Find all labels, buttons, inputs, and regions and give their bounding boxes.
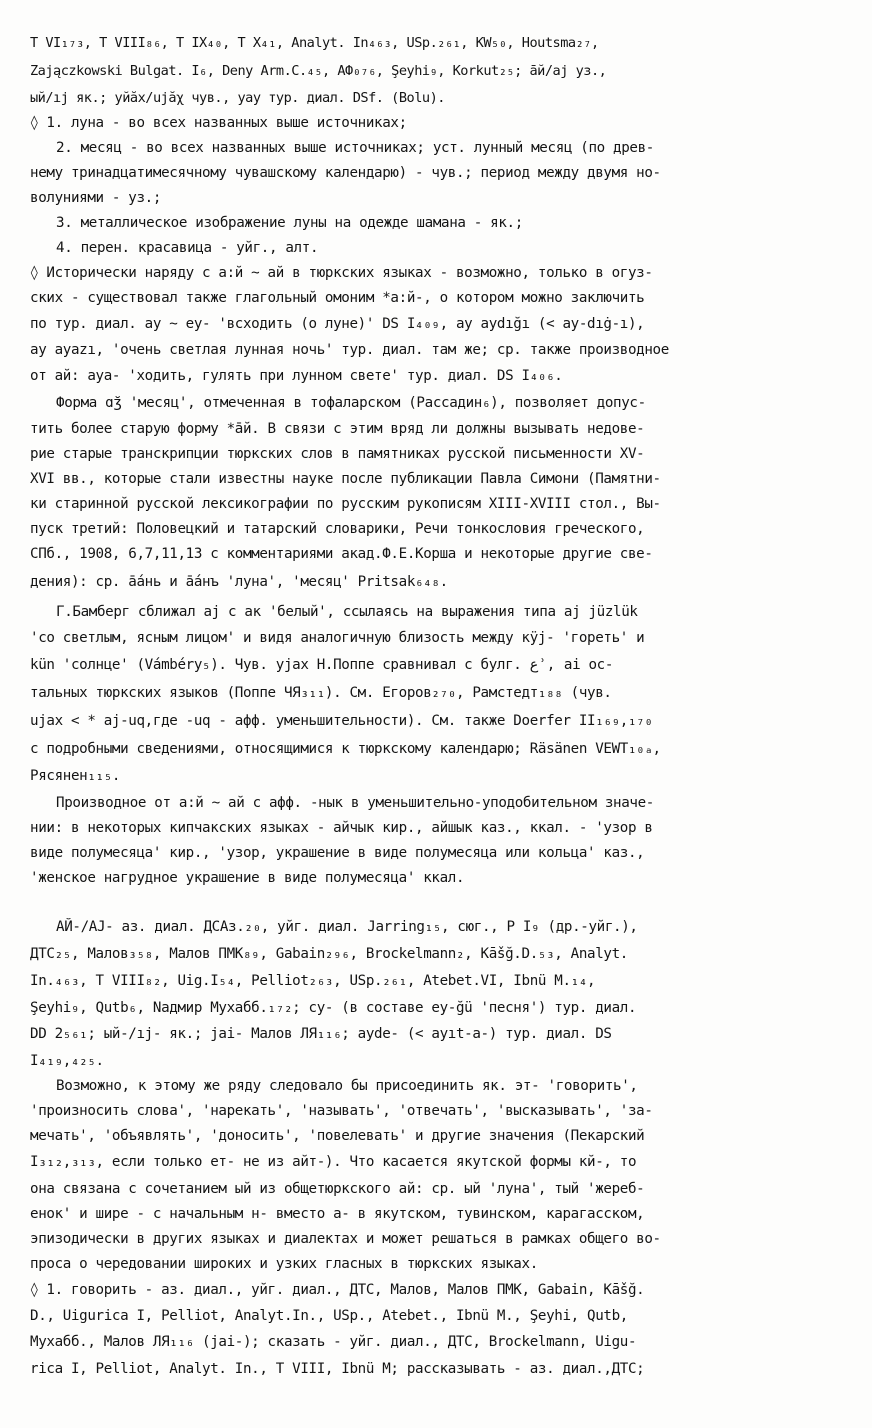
text-line: тальных тюркских языков (Поппе ЧЯ₃₁₁). См. Егоров₂₇₀, Рамстедт₁₈₈ (чув. [30,685,612,701]
text-line: I₃₁₂,₃₁₃, если только ет- не из айт-). Что касается якутской формы кй-, то [30,1154,637,1170]
text-line: ки старинной русской лексикографии по русским рукописям XIII-XVIII стол., Вы- [30,496,661,512]
text-line: СПб., 1908, 6,7,11,13 с комментариями акад.Ф.Е.Корша и некоторые другие све- [30,546,653,562]
text-line: ay ayazı, 'очень светлая лунная ночь' тур. диал. там же; ср. также производное [30,342,669,358]
text-line: ый/ıj як.; уйӑх/ujӑχ чув., yay тур. диал. DSf. (Bolu). [30,90,445,106]
sense-marker-line: ◊ 1. луна - во всех названных выше источниках; [30,115,407,131]
text-line: ДТС₂₅, Малов₃₅₈, Малов ПМК₈₉, Gabain₂₉₆, Brockelmann₂, Kāšğ.D.₅₃, Analyt. [30,946,628,962]
text-line: нему тринадцатимесячному чувашскому календарю) - чув.; период между двумя но- [30,165,661,181]
text-line: I₄₁₉,₄₂₅. [30,1053,104,1069]
text-line: 'женское нагрудное украшение в виде полумесяца' ккал. [30,870,465,886]
text-line: Возможно, к этому же ряду следовало бы присоединить як. эт- 'говорить', [56,1078,638,1094]
text-line: Şeyhi₉, Qutb₆, Nадмир Мухабб.₁₇₂; су- (в составе еу-ğü 'песня') тур. диал. [30,1000,637,1016]
text-line: тить более старую форму *а̄й. В связи с этим вряд ли должны вызывать недове- [30,421,645,437]
text-line: пуск третий: Половецкий и татарский словарики, Речи тонкословия греческого, [30,521,645,537]
text-line: с подробными сведениями, относящимися к тюркскому календарю; Räsänen VEWT₁₀ₐ, [30,741,661,757]
text-line: от ай: aya- 'ходить, гулять при лунном свете' тур. диал. DS I₄₀₆. [30,368,563,384]
text-line: 4. перен. красавица - уйг., алт. [56,240,319,256]
entry-headword-line: АЙ-/AJ- аз. диал. ДСАз.₂₀, уйг. диал. Jarring₁₅, сюг., Р I₉ (др.-уйг.), [56,919,638,935]
text-line: 'произносить слова', 'нарекать', 'называть', 'отвечать', 'высказывать', 'за- [30,1103,653,1119]
text-line: Рясянен₁₁₅. [30,768,121,784]
text-line: Форма ɑʒ̆ 'месяц', отмеченная в тофаларском (Рассадин₆), позволяет допус- [56,395,646,411]
text-line: DD 2₅₆₁; ый-/ıj- як.; jai- Малов ЛЯ₁₁₆; ayde- (< ayıt-a-) тур. диал. DS [30,1026,612,1042]
text-line: In.₄₆₃, T VIII₈₂, Uig.I₅₄, Pelliot₂₆₃, USp.₂₆₁, Atebet.VI, Ibnü M.₁₄, [30,973,596,989]
text-line: рие старые транскрипции тюркских слов в памятниках русской письменности XV- [30,446,645,462]
text-line: 2. месяц - во всех названных выше источниках; уст. лунный месяц (по древ- [56,140,654,156]
text-line: ских - существовал также глагольный омоним *а:й-, о котором можно заключить [30,290,645,306]
text-line: XVI вв., которые стали известны науке после публикации Павла Симони (Памятни- [30,471,661,487]
text-line: дения): ср. а̄а́нь и а̄а́нъ 'луна', 'месяц' Pritsak₆₄₈. [30,574,448,590]
text-line: эпизодически в других языках и диалектах и может решаться в рамках общего во- [30,1231,661,1247]
text-line: она связана с сочетанием ый из общетюркского ай: ср. ый 'луна', тый 'жереб- [30,1181,645,1197]
text-line: D., Uigurica I, Pelliot, Analyt.In., USp., Atebet., Ibnü M., Şeyhi, Qutb, [30,1308,628,1324]
text-line: Zajączkowski Bulgat. I₆, Deny Arm.C.₄₅, АФ₀₇₆, Şeyhi₉, Korkut₂₅; а̄й/ај уз., [30,63,607,79]
text-line: ujах < * aj-uq,где -uq - афф. уменьшительности). См. также Doerfer II₁₆₉,₁₇₀ [30,713,653,729]
text-line: Г.Бамберг сближал aj с ак 'белый', ссылаясь на выражения типа aj jüzlük [56,604,638,620]
text-line: проса о чередовании широких и узких гласных в тюркских языках. [30,1256,538,1272]
text-line: T VI₁₇₃, T VIII₈₆, T IX₄₀, T X₄₁, Analyt. In₄₆₃, USp.₂₆₁, KW₅₀, Houtsma₂₇, [30,35,599,51]
text-line: kün 'солнце' (Vámbéry₅). Чув. ујах Н.Поппе сравнивал с булг. ع‎ʾ, ai ос- [30,657,614,673]
etymology-marker-line: ◊ Исторически наряду с а:й ~ ай в тюркских языках - возможно, только в огуз- [30,265,653,281]
text-line: rica I, Pelliot, Analyt. In., T VIII, Ibnü M; рассказывать - аз. диал.,ДТС; [30,1361,645,1377]
text-line: нии: в некоторых кипчакских языках - айчык кир., айшык каз., ккал. - 'узор в [30,820,653,836]
text-line: Мухабб., Малов ЛЯ₁₁₆ (jai-); сказать - уйг. диал., ДТС, Brockelmann, Uigu- [30,1334,637,1350]
text-line: енок' и шире - с начальным н- вместо а- в якутском, тувинском, карагасском, [30,1206,645,1222]
text-line: мечать', 'объявлять', 'доносить', 'повелевать' и другие значения (Пекарский [30,1128,645,1144]
text-line: виде полумесяца' кир., 'узор, украшение в виде полумесяца или кольца' каз., [30,845,645,861]
text-line: волуниями - уз.; [30,190,162,206]
text-line: Производное от а:й ~ ай с афф. -нык в уменьшительно-уподобительном значе- [56,795,654,811]
sense-marker-line: ◊ 1. говорить - аз. диал., уйг. диал., ДТС, Малов, Малов ПМК, Gabain, Kāšğ. [30,1282,645,1298]
text-line: по тур. диал. ay ~ ey- 'всходить (о луне)' DS I₄₀₉, ay aydığı (< ay-dıġ-ı), [30,316,645,332]
text-line: 3. металлическое изображение луны на одежде шамана - як.; [56,215,523,231]
text-line: 'со светлым, ясным лицом' и видя аналогичную близость между кӱј- 'гореть' и [30,630,645,646]
